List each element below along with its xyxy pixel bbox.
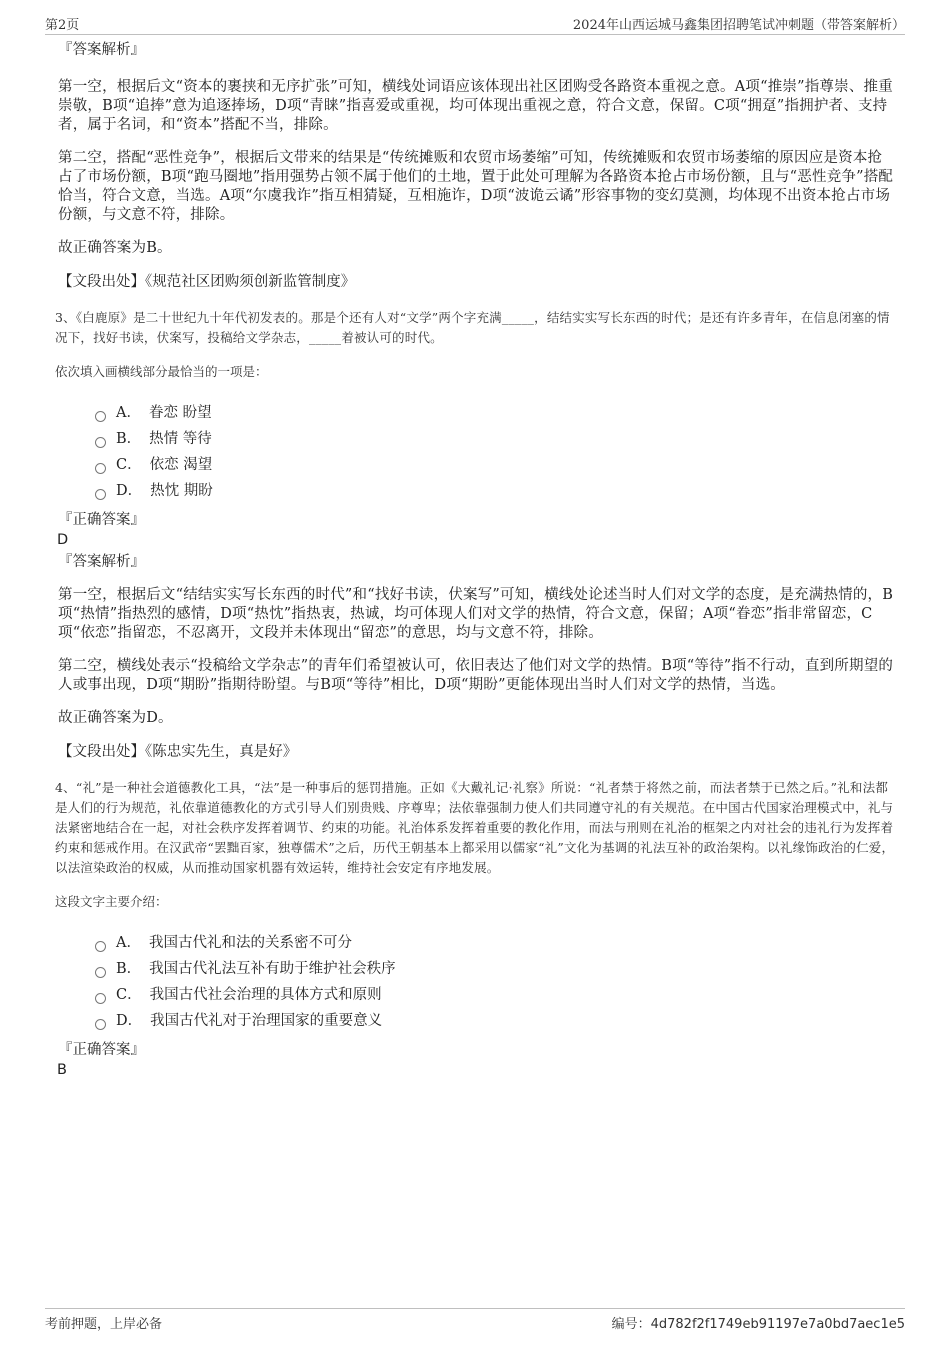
page-header xyxy=(45,12,905,35)
option-a[interactable] xyxy=(95,400,895,426)
radio-icon[interactable] xyxy=(95,967,106,978)
code-value: 4d782f2f1749eb91197e7a0bd7aec1e5 xyxy=(650,1317,905,1332)
analysis-paragraph: 第一空，根据后文“资本的裹挟和无序扩张”可知，横线处词语应该体现出社区团购受各路资本重视之意。A项“推崇”指尊崇、推重崇敬，B项“追捧”意为追逐捧场，D项“青睐”指喜爱或重视，均可体现出重视之意，符合文意，保留。C项“拥趸”指拥护者、支持者，属于名词，和“资本”搭配不当，排除。 xyxy=(58,79,893,133)
option-letter: D． xyxy=(116,483,143,499)
option-letter: C． xyxy=(116,987,142,1003)
analysis-label: 『答案解析』 xyxy=(58,42,145,58)
answer-label: 『正确答案』 xyxy=(58,1042,145,1058)
option-text: 依恋 渴望 xyxy=(149,457,213,473)
option-letter: B． xyxy=(116,961,142,977)
footer-slogan: 考前押题，上岸必备 xyxy=(45,1317,163,1332)
option-text: 我国古代社会治理的具体方式和原则 xyxy=(149,987,382,1003)
option-text: 眷恋 盼望 xyxy=(148,405,212,421)
analysis-paragraph: 第一空，根据后文“结结实实写长东西的时代”和“找好书读，伏案写”可知，横线处论述当时人们对文学的态度，是充满热情的，B项“热情”指热烈的感情，D项“热忱”指热衷，热诚，均可体现人们对文学的热情，符合文意，保留；A项“眷恋”指非常留恋，C项“依恋”指留恋，不忍离开，文段并未体现出“留恋”的意思，均与文意不符，排除。 xyxy=(58,587,894,641)
code-label: 编号： xyxy=(611,1317,651,1332)
radio-icon[interactable] xyxy=(95,463,106,474)
question-text: 3、《白鹿原》是二十世纪九十年代初发表的。那是个还有人对“文学”两个字充满_____，结结实实写长东西的时代；是还有许多青年，在信息闭塞的情况下，找好书读，伏案写，投稿给文学杂志，_____着被认可的时代。 xyxy=(55,310,890,345)
option-letter: A． xyxy=(116,405,141,421)
option-text: 热情 等待 xyxy=(149,431,212,447)
source-citation: 【文段出处】《陈忠实先生，真是好》 xyxy=(58,744,298,760)
document-code xyxy=(612,1313,905,1332)
option-a[interactable] xyxy=(95,930,895,956)
analysis-paragraph: 第二空，搭配“恶性竞争”，根据后文带来的结果是“传统摊贩和农贸市场萎缩”可知，传统摊贩和农贸市场萎缩的原因应是资本抢占了市场份额，B项“跑马圈地”指用强势占领不属于他们的土地，置于此处可理解为各路资本抢占市场份额，且与“恶性竞争”搭配恰当，符合文意，当选。A项“尔虞我诈”指互相猜疑，互相施诈，D项“波诡云谲”形容事物的变幻莫测，均体现不出资本抢占市场份额，与文意不符，排除。 xyxy=(58,150,894,223)
radio-icon[interactable] xyxy=(95,437,106,448)
radio-icon[interactable] xyxy=(95,489,106,500)
answer-value: B xyxy=(57,1062,67,1078)
question-3 xyxy=(55,308,895,762)
question-prompt: 这段文字主要介绍： xyxy=(55,894,168,909)
option-b[interactable] xyxy=(95,956,895,982)
option-c[interactable] xyxy=(95,452,895,478)
analysis-conclusion: 故正确答案为D。 xyxy=(58,710,173,726)
radio-icon[interactable] xyxy=(95,941,106,952)
option-letter: D． xyxy=(116,1013,143,1029)
option-letter: B． xyxy=(116,431,142,447)
option-list xyxy=(95,930,895,1034)
page-footer xyxy=(45,1308,905,1333)
option-d[interactable] xyxy=(95,478,895,504)
page-content xyxy=(55,40,895,1082)
option-text: 我国古代礼和法的关系密不可分 xyxy=(148,935,352,951)
option-letter: A． xyxy=(116,935,141,951)
question-prompt: 依次填入画横线部分最恰当的一项是： xyxy=(55,364,268,379)
option-letter: C． xyxy=(116,457,142,473)
radio-icon[interactable] xyxy=(95,993,106,1004)
question-4 xyxy=(55,778,895,1080)
answer-label: 『正确答案』 xyxy=(58,512,145,528)
radio-icon[interactable] xyxy=(95,411,106,422)
option-text: 我国古代礼法互补有助于维护社会秩序 xyxy=(149,961,396,977)
option-b[interactable] xyxy=(95,426,895,452)
option-list xyxy=(95,400,895,504)
analysis-conclusion: 故正确答案为B。 xyxy=(58,240,172,256)
option-d[interactable] xyxy=(95,1008,895,1034)
question-text: 4、“礼”是一种社会道德教化工具，“法”是一种事后的惩罚措施。正如《大戴礼记·礼察》所说：“礼者禁于将然之前，而法者禁于已然之后。”礼和法都是人们的行为规范，礼依靠道德教化的方式引导人们别贵贱、序尊卑；法依靠强制力使人们共同遵守礼的有关规范。在中国古代国家治理模式中，礼与法紧密地结合在一起，对社会秩序发挥着调节、约束的功能。礼治体系发挥着重要的教化作用，而法与刑则在礼治的框架之内对社会的违礼行为发挥着约束和惩戒作用。在汉武帝“罢黜百家，独尊儒术”之后，历代王朝基本上都采用以儒家“礼”文化为基调的礼法互补的政治架构。以礼缘饰政治的仁爱，以法渲染政治的权威，从而推动国家机器有效运转，维持社会安定有序地发展。 xyxy=(55,780,895,875)
document-title: 2024年山西运城马鑫集团招聘笔试冲刺题（带答案解析） xyxy=(572,18,905,33)
option-text: 我国古代礼对于治理国家的重要意义 xyxy=(150,1013,383,1029)
option-text: 热忱 期盼 xyxy=(150,483,213,499)
analysis-paragraph: 第二空，横线处表示“投稿给文学杂志”的青年们希望被认可，依旧表达了他们对文学的热情。B项“等待”指不行动，直到所期望的人或事出现，D项“期盼”指期待盼望。与B项“等待”相比，D项“期盼”更能体现出当时人们对文学的热情，当选。 xyxy=(58,658,894,693)
page-number: 第2页 xyxy=(45,18,80,33)
source-citation: 【文段出处】《规范社区团购须创新监管制度》 xyxy=(58,274,356,290)
option-c[interactable] xyxy=(95,982,895,1008)
radio-icon[interactable] xyxy=(95,1019,106,1030)
analysis-label: 『答案解析』 xyxy=(58,554,145,570)
answer-value: D xyxy=(57,532,69,548)
